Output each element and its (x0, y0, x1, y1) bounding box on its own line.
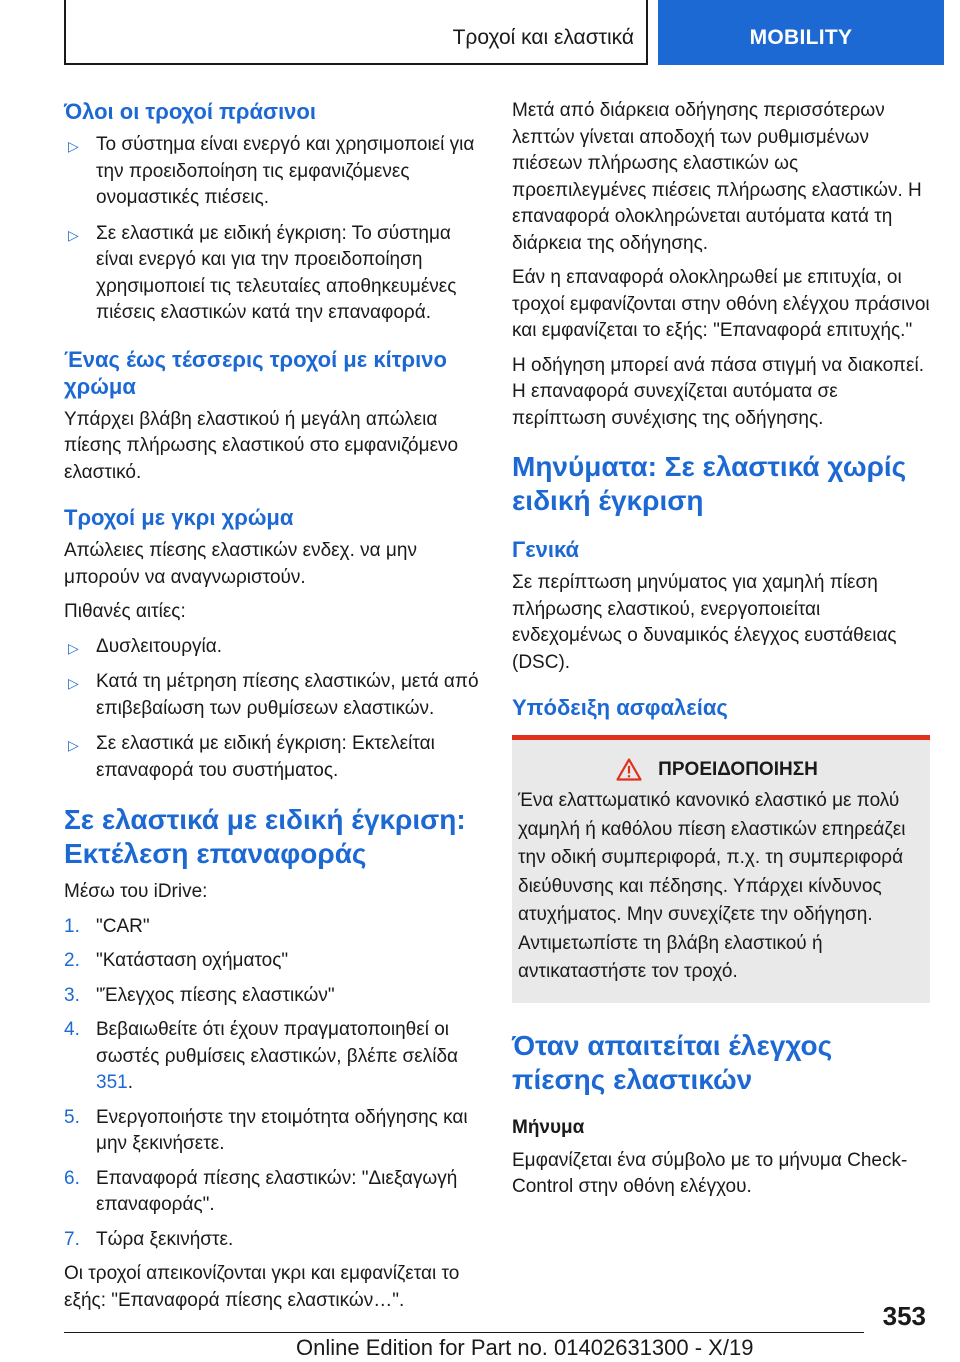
heading-reset: Σε ελαστικά με ειδική έγκριση: Εκτέλεση επαναφοράς (64, 804, 466, 869)
paragraph: Η οδήγηση μπορεί ανά πάσα στιγμή να διακοπεί. Η επαναφορά συνεχίζεται αυτόματα σε περίπτωση συνέχισης της οδήγησης. (512, 354, 924, 429)
paragraph: Μετά από διάρκεια οδήγησης περισσότερων λεπτών γίνεται αποδοχή των ρυθμισμένων πιέσεων πλήρωσης ελαστικών ως προεπιλεγμένες πιέσεις πλήρωσης ελαστικών. Η επαναφορά ολοκληρώνεται αυτόματα κατά τη διάρκεια της οδήγησης. (512, 100, 922, 254)
heading-when-check: Όταν απαιτείται έλεγχος πίεσης ελαστικών (512, 1029, 833, 1095)
step-item: 4. Βεβαιωθείτε ότι έχουν πραγματοποιηθεί οι σωστές ρυθμίσεις ελαστικών, βλέπε σελίδα 351. (64, 1019, 459, 1093)
heading-yellow: Ένας έως τέσσερις τροχοί με κίτρινο χρώμα (64, 346, 447, 399)
heading-messages: Μηνύματα: Σε ελαστικά χωρίς ειδική έγκριση (512, 451, 907, 516)
step-item: 2. "Κατάσταση οχήματος" (64, 950, 289, 971)
warning-box (512, 735, 930, 1003)
paragraph: Εάν η επαναφορά ολοκληρωθεί με επιτυχία, οι τροχοί εμφανίζονται στην οθόνη ελέγχου πράσινοι και εμφανίζεται το εξής: "Επαναφορά επιτυχής." (512, 267, 930, 341)
warning-header (518, 758, 916, 781)
footer-text: Online Edition for Part no. 01402631300 - X/19 (296, 1335, 754, 1360)
chapter-tab (658, 0, 944, 65)
warning-triangle-icon (616, 758, 642, 781)
step-item: 1. "CAR" (64, 915, 150, 937)
list-item: ▷ Δυσλειτουργία. (64, 634, 484, 661)
list-item: ▷ Το σύστημα είναι ενεργό και χρησιμοποιεί για την προειδοποίηση τις εμφανιζόμενες ονομαστικές πιέσεις. (68, 134, 475, 208)
heading-safety: Υπόδειξη ασφαλείας (512, 695, 728, 720)
triangle-right-icon: ▷ (68, 138, 79, 154)
heading-message: Μήνυμα (512, 1116, 585, 1138)
chapter-title: MOBILITY (749, 26, 853, 49)
warning-text: Ένα ελαττωματικό κανονικό ελαστικό με πολύ χαμηλή ή καθόλου πίεση ελαστικών επηρεάζει την οδική συμπεριφορά, π.χ. τη συμπεριφορά διεύθυνσης και πέδησης. Υπάρχει κίνδυνος ατυχήματος. Μην συνεχίζετε την οδήγηση. Αντιμετωπίστε τη βλάβη ελαστικού ή αντικαταστήστε τον τροχό. (518, 790, 906, 982)
paragraph: Μέσω του iDrive: (64, 881, 208, 902)
heading-general: Γενικά (512, 537, 580, 562)
heading-grey: Τροχοί με γκρι χρώμα (64, 505, 294, 530)
right-column (512, 98, 930, 1209)
page-number: 353 (882, 1301, 926, 1331)
section-title: Τροχοί και ελαστικά (452, 26, 634, 49)
list-item: ▷ Σε ελαστικά με ειδική έγκριση: Εκτελείται επαναφορά του συστήματος. (68, 733, 435, 781)
triangle-right-icon: ▷ (68, 639, 79, 656)
list-item: ▷ Κατά τη μέτρηση πίεσης ελαστικών, μετά από επιβεβαίωση των ρυθμίσεων ελαστικών. (68, 671, 479, 719)
paragraph: Απώλειες πίεσης ελαστικών ενδεχ. να μην μπορούν να αναγνωριστούν. (64, 540, 417, 588)
page-link[interactable]: 351 (96, 1072, 128, 1093)
triangle-right-icon: ▷ (68, 737, 79, 753)
footer-divider (64, 1332, 864, 1333)
step-item: 3. "Έλεγχος πίεσης ελαστικών" (64, 984, 335, 1006)
paragraph: Σε περίπτωση μηνύματος για χαμηλή πίεση πλήρωσης ελαστικού, ενεργοποιείται ενδεχομένως ο δυναμικός έλεγχος ευστάθειας (DSC). (512, 572, 897, 673)
paragraph: Οι τροχοί απεικονίζονται γκρι και εμφανίζεται το εξής: "Επαναφορά πίεσης ελαστικών…". (64, 1263, 460, 1311)
warning-title: ΠΡΟΕΙΔΟΠΟΙΗΣΗ (658, 758, 818, 780)
heading-all-green: Όλοι οι τροχοί πράσινοι (64, 99, 316, 124)
header-section-box (64, 0, 648, 65)
triangle-right-icon: ▷ (68, 675, 79, 691)
step-item: 5. Ενεργοποιήστε την ετοιμότητα οδήγησης και μην ξεκινήσετε. (64, 1106, 468, 1154)
step-item: 7. Τώρα ξεκινήστε. (64, 1228, 234, 1250)
triangle-right-icon: ▷ (68, 226, 79, 243)
paragraph: Υπάρχει βλάβη ελαστικού ή μεγάλη απώλεια πίεσης πλήρωσης ελαστικού στο εμφανιζόμενο ελαστικό. (64, 408, 459, 483)
left-column (64, 98, 484, 1322)
step-item: 6. Επαναφορά πίεσης ελαστικών: "Διεξαγωγή επαναφοράς". (64, 1167, 458, 1215)
causes-label: Πιθανές αιτίες: (64, 601, 186, 622)
paragraph: Εμφανίζεται ένα σύμβολο με το μήνυμα Check-Control στην οθόνη ελέγχου. (512, 1149, 908, 1197)
list-item: ▷ Σε ελαστικά με ειδική έγκριση: Το σύστημα είναι ενεργό και για την προειδοποίηση χρησιμοποιεί τις τελευταίες αποθηκευμένες πιέσεις ελαστικών κατά την επαναφορά. (68, 222, 457, 323)
